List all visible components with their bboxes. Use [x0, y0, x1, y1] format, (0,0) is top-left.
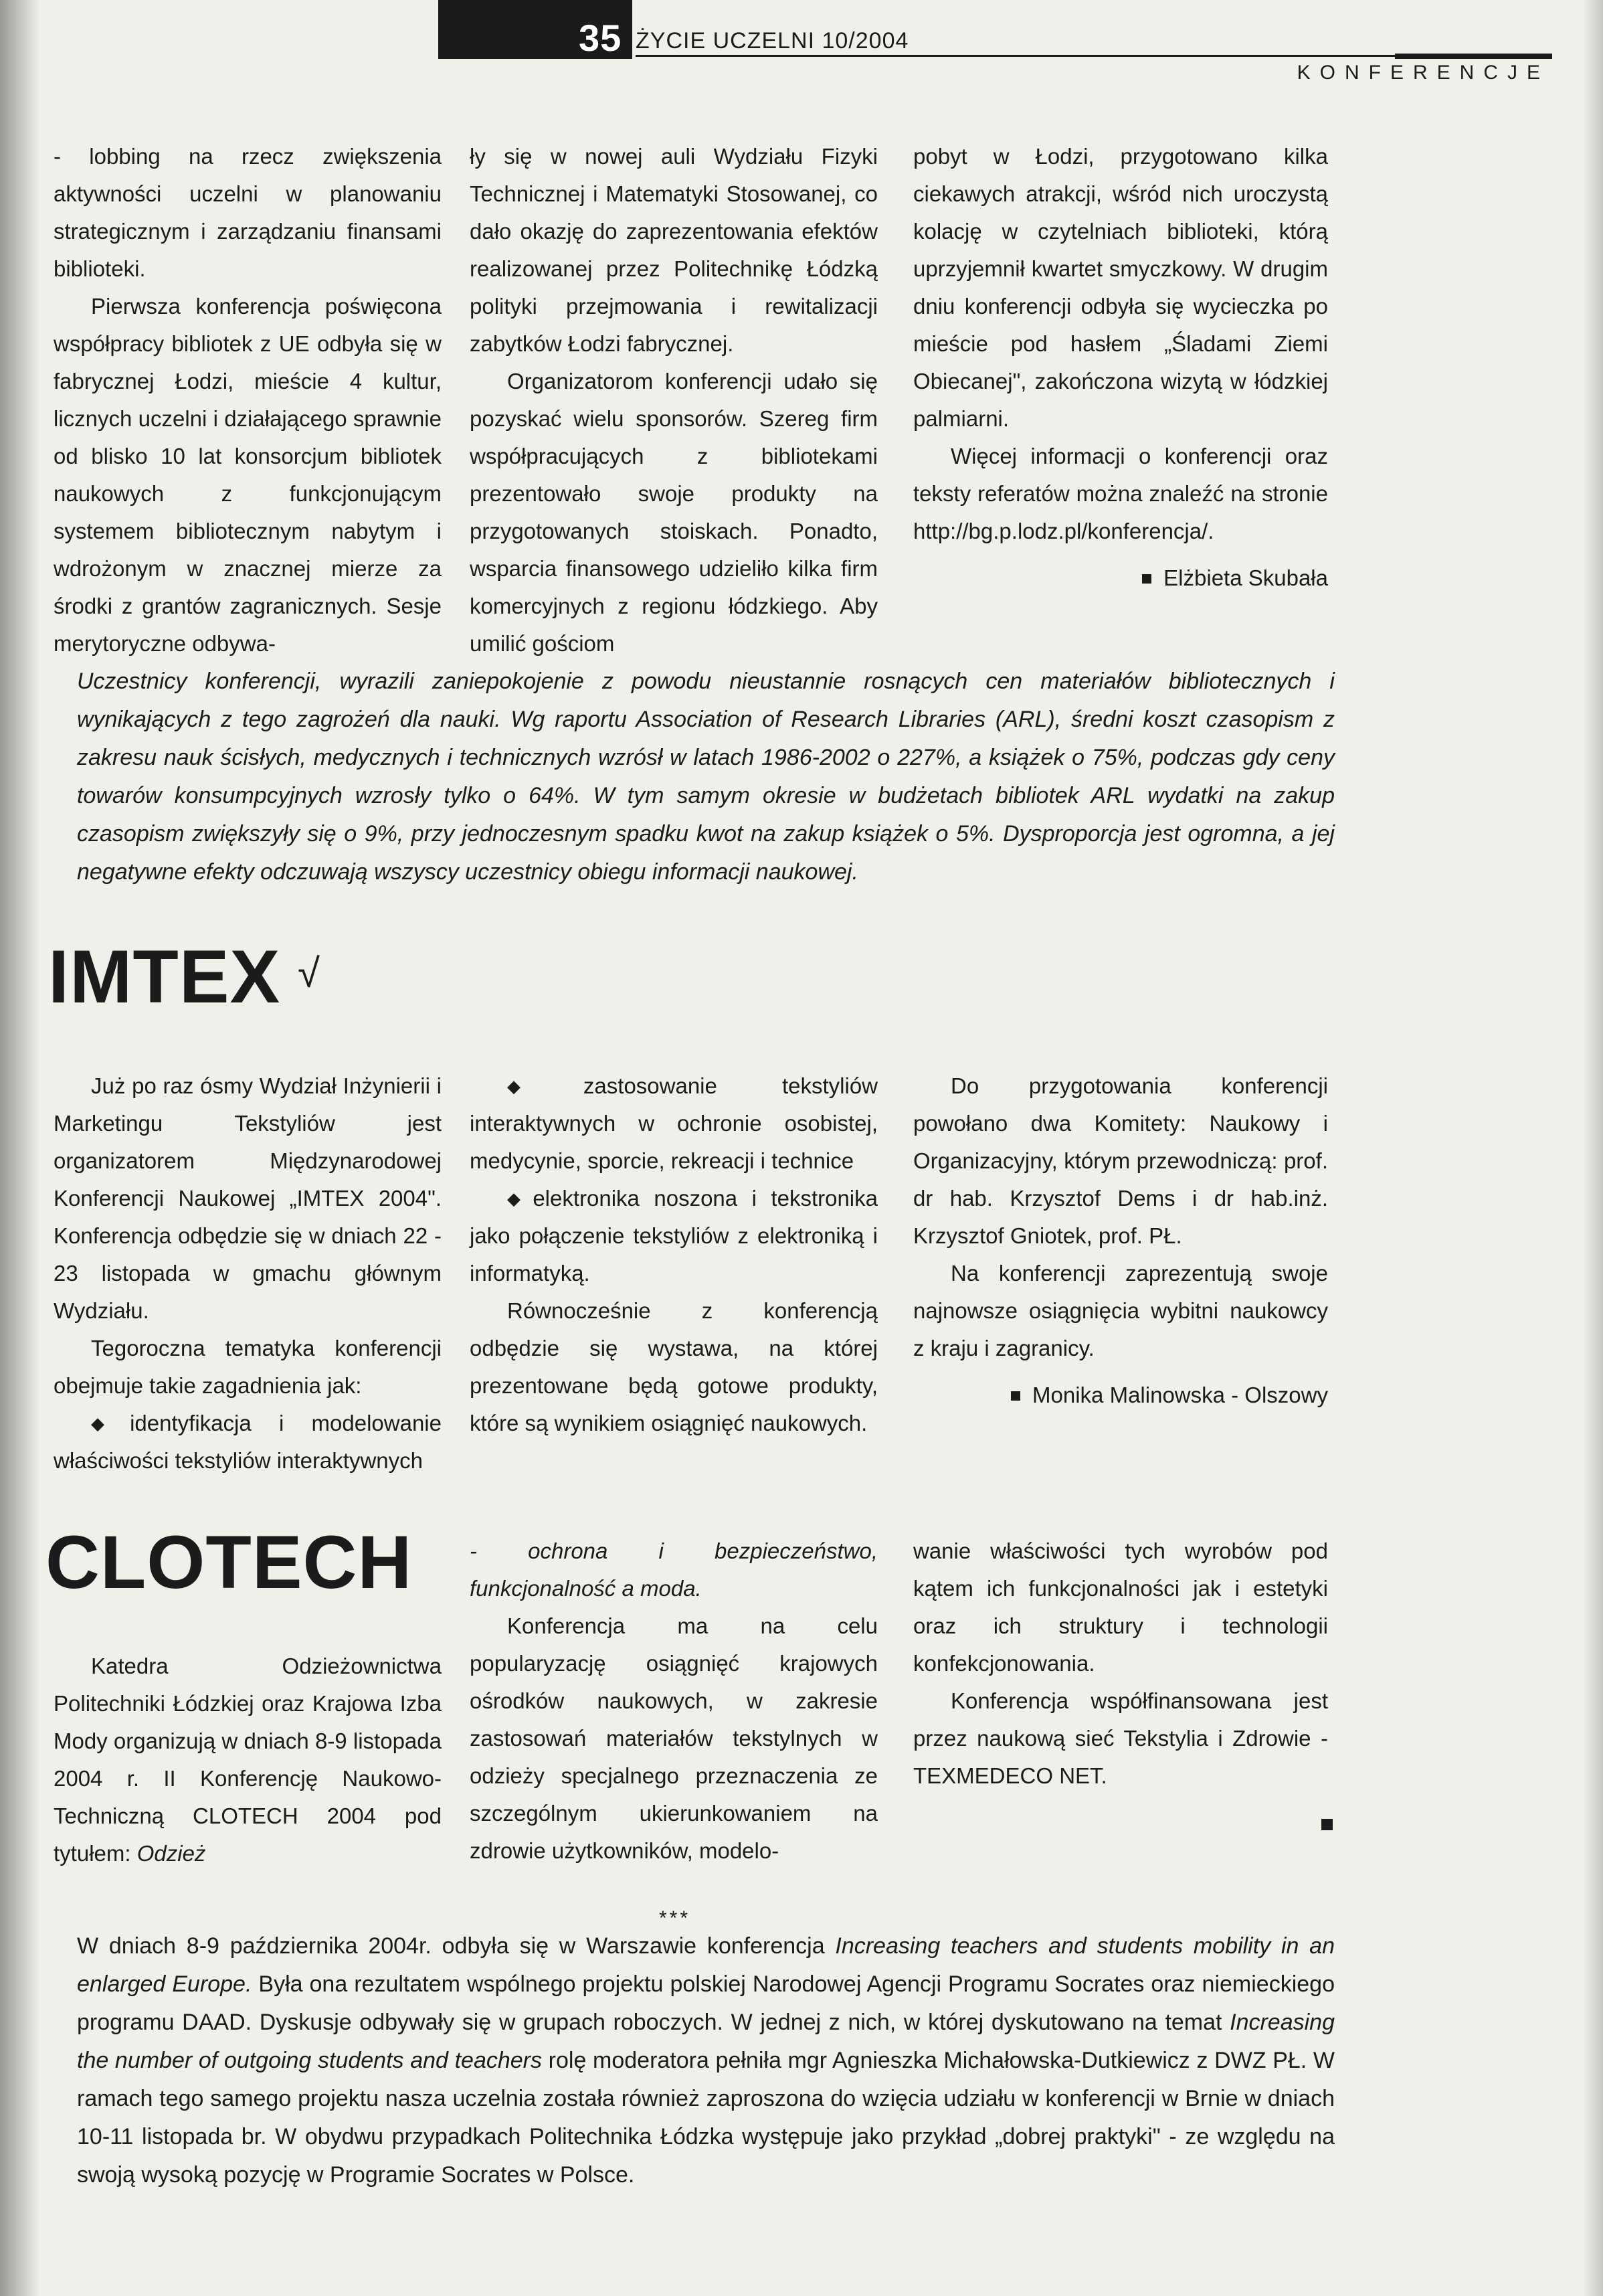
- paragraph: Na konferencji zaprezentują swoje najnowsze osiągnięcia wybitni naukowcy z kraju i zagranicy.: [913, 1261, 1328, 1360]
- section-label: KONFERENCJE: [1297, 62, 1549, 84]
- imtex-column-2: [470, 1067, 878, 1442]
- paragraph: Organizatorom konferencji udało się pozyskać wielu sponsorów. Szereg firm współpracujących z bibliotekami prezentowało swoje produkty na przygotowanych stoiskach. Ponadto, wsparcia finansowego udzieliło kilka firm komercyjnych z regionu łódzkiego. Aby umilić gościom: [470, 369, 878, 656]
- author-signature: [913, 1377, 1328, 1414]
- page-edge-shadow-right: [1583, 0, 1603, 2296]
- paragraph: Pierwsza konferencja poświęcona współpracy bibliotek z UE odbyła się w fabrycznej Łodzi, mieście 4 kultur, licznych uczelni i działającego sprawnie od blisko 10 lat konsorcjum bibliotek naukowych z funkcjonującym systemem bibliotecznym nabytym i wdrożonym w znacznej mierze za środki z grantów zagranicznych. Sesje merytoryczne odbywa-: [54, 294, 442, 656]
- imtex-column-3: [913, 1067, 1328, 1414]
- bullet-item: [54, 1405, 442, 1480]
- square-bullet-icon: [1011, 1391, 1020, 1401]
- paragraph: Konferencja współfinansowana jest przez naukową sieć Tekstylia i Zdrowie - TEXMEDECO NET.: [913, 1688, 1328, 1788]
- article1-summary: [77, 663, 1335, 891]
- bullet-text: zastosowanie tekstyliów interaktywnych w ochronie osobistej, medycynie, sporcie, rekreacji i technice: [470, 1073, 878, 1173]
- clotech-title-part: Odzież: [136, 1841, 206, 1866]
- clotech-intro: Katedra Odzieżownictwa Politechniki Łódzkiej oraz Krajowa Izba Mody organizują w dniach 8-9 listopada 2004 r. II Konferencję Naukowo-Techniczną CLOTECH 2004 pod tytułem:: [54, 1654, 442, 1866]
- clotech-column-1: [54, 1648, 442, 1872]
- page-edge-shadow: [0, 0, 40, 2296]
- bullet-text: elektronika noszona i tekstronika jako połączenie tekstyliów z elektroniką i informatyką.: [470, 1186, 878, 1286]
- clotech-column-3: [913, 1532, 1328, 1795]
- section-separator: ***: [659, 1907, 691, 1929]
- text-run: W dniach 8-9 października 2004r. odbyła się w Warszawie konferencja: [77, 1933, 836, 1959]
- paragraph: ły się w nowej auli Wydziału Fizyki Technicznej i Matematyki Stosowanej, co dało okazję do zaprezentowania efektów realizowanej przez Politechnikę Łódzką polityki przejmowania i rewitalizacji zabytków Łodzi fabrycznej.: [470, 144, 878, 356]
- check-mark: √: [298, 951, 320, 996]
- paragraph: - lobbing na rzecz zwiększenia aktywności uczelni w planowaniu strategicznym i zarządzaniu finansami biblioteki.: [54, 144, 442, 281]
- paragraph: pobyt w Łodzi, przygotowano kilka ciekawych atrakcji, wśród nich uroczystą kolację w czytelniach biblioteki, którą uprzyjemnił kwartet smyczkowy. W drugim dniu konferencji odbyła się wycieczka po mieście pod hasłem „Śladami Ziemi Obiecanej", zakończona wizytą w łódzkiej palmiarni.: [913, 144, 1328, 431]
- final-article: [77, 1927, 1335, 2194]
- paragraph: Więcej informacji o konferencji oraz teksty referatów można znaleźć na stronie http://bg.p.lodz.pl/konferencja/.: [913, 444, 1328, 543]
- article1-column-2: [470, 138, 878, 663]
- article1-column-1: [54, 138, 442, 663]
- bullet-text: identyfikacja i modelowanie właściwości tekstyliów interaktywnych: [54, 1411, 442, 1473]
- header-rule-accent: [1395, 54, 1552, 59]
- paragraph: [77, 1927, 1335, 2194]
- paragraph: Konferencja ma na celu popularyzację osiągnięć krajowych ośrodków naukowych, w zakresie zastosowań materiałów tekstylnych w odzieży specjalnego przeznaczenia ze szczególnym ukierunkowaniem na zdrowie użytkowników, modelo-: [470, 1613, 878, 1863]
- page-number: 35: [579, 17, 622, 59]
- imtex-column-1: [54, 1067, 442, 1480]
- working-group-title: Increasing the number of outgoing students and teachers: [77, 2010, 1335, 2073]
- end-of-article-mark: [1321, 1819, 1333, 1830]
- author-name: Monika Malinowska - Olszowy: [1032, 1383, 1328, 1407]
- paragraph: wanie właściwości tych wyrobów pod kątem ich funkcjonalności jak i estetyki oraz ich struktury i technologii konfekcjonowania.: [913, 1538, 1328, 1676]
- author-signature: [913, 559, 1328, 597]
- author-name: Elżbieta Skubała: [1163, 565, 1328, 590]
- clotech-heading: CLOTECH: [45, 1520, 413, 1604]
- diamond-bullet-icon: ◆: [507, 1076, 579, 1096]
- bullet-item: [470, 1067, 878, 1180]
- diamond-bullet-icon: ◆: [507, 1188, 529, 1209]
- diamond-bullet-icon: ◆: [91, 1413, 126, 1433]
- conference-title: Increasing teachers and students mobility in an enlarged Europe.: [77, 1933, 1335, 1997]
- clotech-title-end: - ochrona i bezpieczeństwo, funkcjonalność a moda.: [470, 1538, 878, 1601]
- clotech-column-2: [470, 1532, 878, 1870]
- paragraph: Równocześnie z konferencją odbędzie się wystawa, na której prezentowane będą gotowe produkty, które są wynikiem osiągnięć naukowych.: [470, 1298, 878, 1435]
- summary-paragraph: Uczestnicy konferencji, wyrazili zaniepokojenie z powodu nieustannie rosnących cen materiałów bibliotecznych i wynikających z tego zagrożeń dla nauki. Wg raportu Association of Research Libraries (ARL), średni koszt czasopism z zakresu nauk ścisłych, medycznych i technicznych wzrósł w latach 1986-2002 o 227%, a książek o 75%, podczas gdy ceny towarów konsumpcyjnych wzrosły tylko o 64%. W tym samym okresie w budżetach bibliotek ARL wydatki na zakup czasopism zwiększyły się o 9%, przy jednoczesnym spadku kwot na zakup książek o 5%. Dysproporcja jest ogromna, a jej negatywne efekty odczuwają wszyscy uczestnicy obiegu informacji naukowej.: [77, 669, 1335, 885]
- text-run: Była ona rezultatem wspólnego projektu polskiej Narodowej Agencji Programu Socrates oraz niemieckiego programu DAAD. Dyskusje odbywały się w grupach roboczych. W jednej z nich, w której dyskutowano na temat: [77, 1971, 1335, 2035]
- text-run: rolę moderatora pełniła mgr Agnieszka Michałowska-Dutkiewicz z DWZ PŁ. W ramach tego samego projektu nasza uczelnia została również zaproszona do wzięcia udziału w konferencji w Brnie w dniach 10-11 listopada br. W obydwu przypadkach Politechnika Łódzka występuje jako przykład „dobrej praktyki" - ze względu na swoją wysoką pozycję w Programie Socrates w Polsce.: [77, 2048, 1335, 2188]
- bullet-item: [470, 1180, 878, 1292]
- square-bullet-icon: [1142, 574, 1151, 584]
- paragraph: Tegoroczna tematyka konferencji obejmuje takie zagadnienia jak:: [54, 1336, 442, 1398]
- magazine-title: ŻYCIE UCZELNI 10/2004: [636, 28, 909, 54]
- imtex-heading: IMTEX: [48, 935, 281, 1019]
- paragraph: [54, 1648, 442, 1872]
- paragraph: Do przygotowania konferencji powołano dwa Komitety: Naukowy i Organizacyjny, którym przewodniczą: prof. dr hab. Krzysztof Dems i dr hab.inż. Krzysztof Gniotek, prof. PŁ.: [913, 1073, 1328, 1248]
- article1-column-3: [913, 138, 1328, 597]
- paragraph: Już po raz ósmy Wydział Inżynierii i Marketingu Tekstyliów jest organizatorem Międzynarodowej Konferencji Naukowej „IMTEX 2004". Konferencja odbędzie się w dniach 22 - 23 listopada w gmachu głównym Wydziału.: [54, 1073, 442, 1323]
